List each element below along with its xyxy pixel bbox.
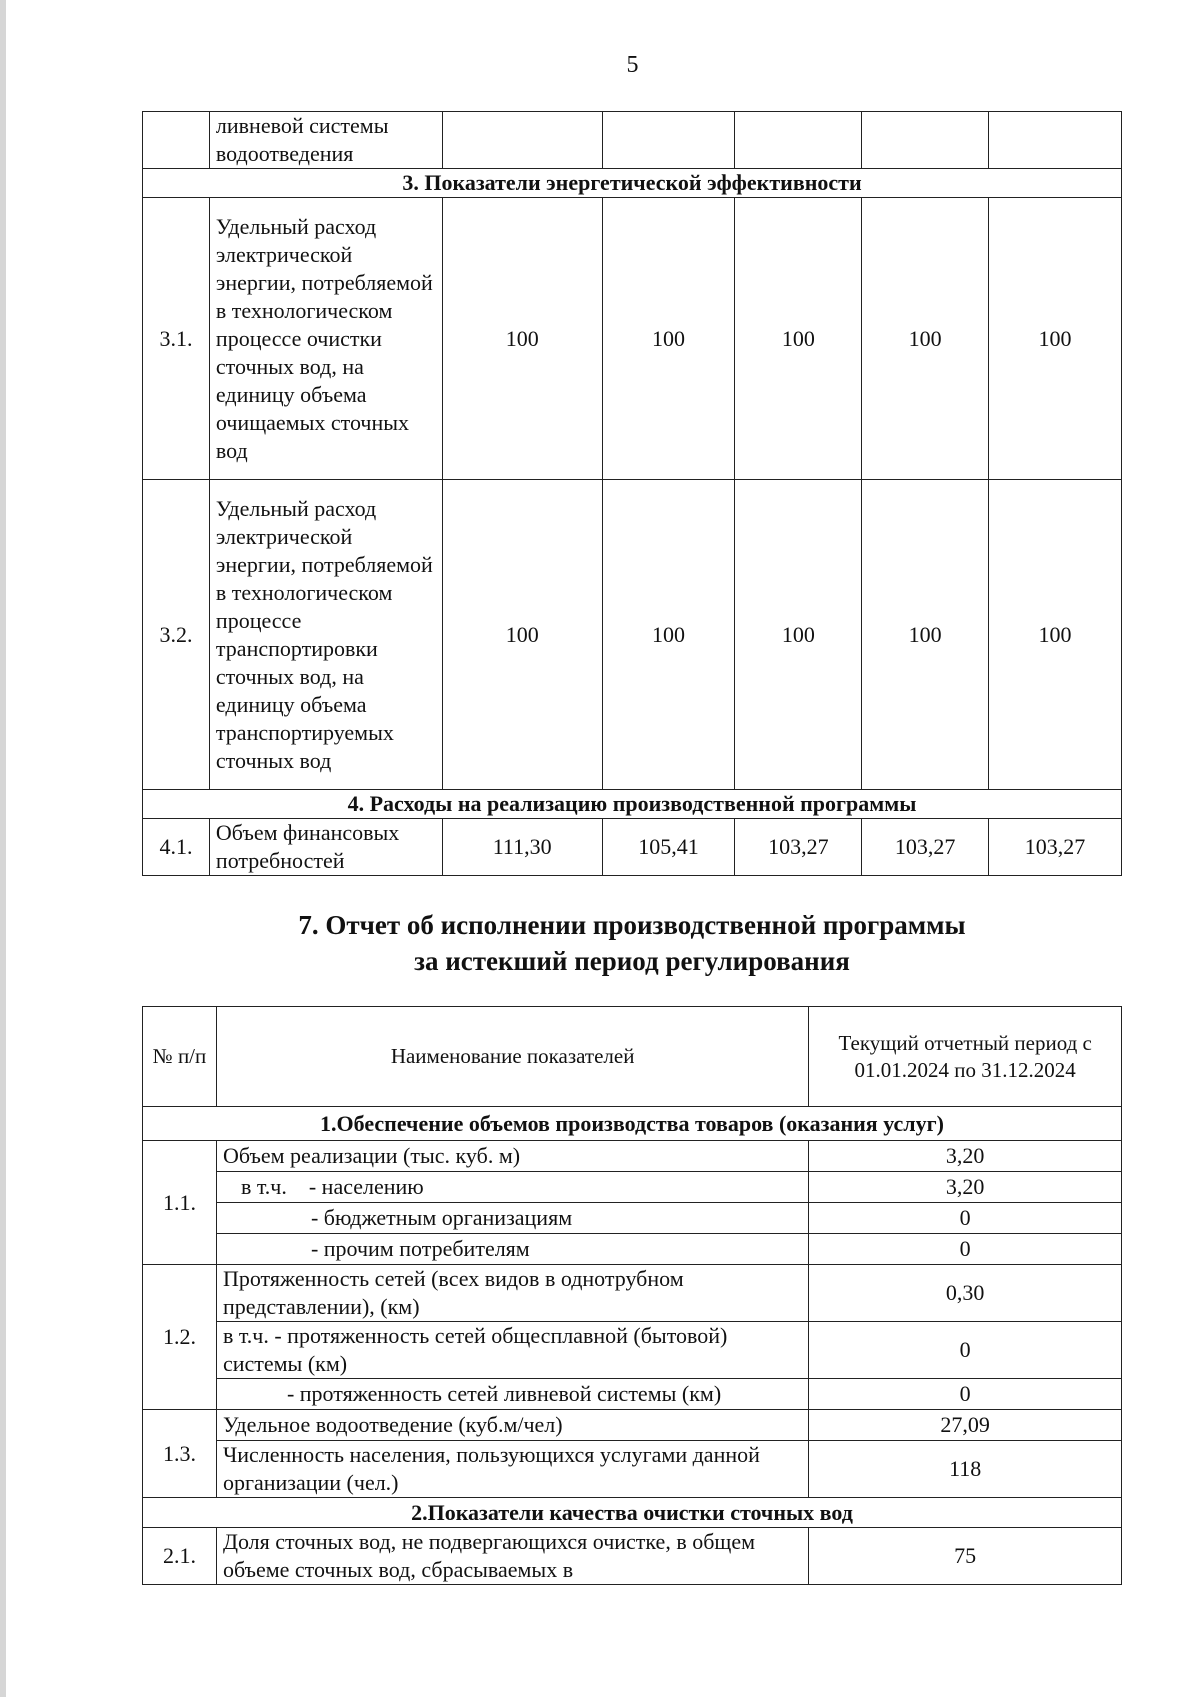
value-cell: 100: [735, 480, 862, 790]
value-cell: 0: [809, 1322, 1122, 1379]
report-table: [142, 1006, 1122, 1585]
indicator-name: - бюджетным организациям: [216, 1203, 808, 1234]
table-row: [143, 1410, 1122, 1441]
value-cell: 0: [809, 1234, 1122, 1265]
value-cell: 0,30: [809, 1265, 1122, 1322]
row-number: 3.1.: [143, 198, 210, 480]
value-cell: 103,27: [862, 819, 989, 876]
value-cell: 100: [602, 480, 735, 790]
value-cell: [602, 112, 735, 169]
table-row: [143, 1234, 1122, 1265]
section-row: [143, 1498, 1122, 1528]
value-cell: 75: [809, 1528, 1122, 1585]
row-number: 1.1.: [143, 1141, 217, 1265]
value-cell: 105,41: [602, 819, 735, 876]
indicator-name: Удельный расход электрической энергии, потребляемой в технологическом процессе транспортировки сточных вод, на единицу объема транспортируемых сточных вод: [209, 480, 442, 790]
table-row: [143, 1441, 1122, 1498]
value-cell: 100: [442, 198, 602, 480]
row-number: 1.2.: [143, 1265, 217, 1410]
indicator-name: - протяженность сетей ливневой системы (км): [216, 1379, 808, 1410]
value-cell: 100: [735, 198, 862, 480]
header-indicator: Наименование показателей: [216, 1007, 808, 1107]
value-cell: 103,27: [989, 819, 1122, 876]
section-heading: 3. Показатели энергетической эффективности: [143, 169, 1122, 198]
value-cell: 103,27: [735, 819, 862, 876]
report-title-line-1: 7. Отчет об исполнении производственной программы: [298, 910, 966, 940]
table-row: [143, 1528, 1122, 1585]
value-cell: 0: [809, 1203, 1122, 1234]
table-row: [143, 819, 1122, 876]
value-cell: 100: [989, 198, 1122, 480]
table-row: [143, 1265, 1122, 1322]
value-cell: [989, 112, 1122, 169]
table-row: [143, 198, 1122, 480]
header-period: Текущий отчетный период с 01.01.2024 по 31.12.2024: [809, 1007, 1122, 1107]
indicator-name: - прочим потребителям: [216, 1234, 808, 1265]
value-cell: 100: [442, 480, 602, 790]
indicator-name: Объем финансовых потребностей: [209, 819, 442, 876]
section-heading: 2.Показатели качества очистки сточных вод: [143, 1498, 1122, 1528]
value-cell: 0: [809, 1379, 1122, 1410]
row-number: [143, 112, 210, 169]
indicator-name: в т.ч. - протяженность сетей общесплавной (бытовой) системы (км): [216, 1322, 808, 1379]
section-heading: 1.Обеспечение объемов производства товаров (оказания услуг): [143, 1107, 1122, 1141]
row-number: 4.1.: [143, 819, 210, 876]
table-row: [143, 1203, 1122, 1234]
value-cell: [442, 112, 602, 169]
value-cell: 100: [862, 198, 989, 480]
table-row: [143, 1141, 1122, 1172]
value-cell: 3,20: [809, 1172, 1122, 1203]
section-row: [143, 169, 1122, 198]
table-row: [143, 1172, 1122, 1203]
indicator-name: в т.ч. - населению: [216, 1172, 808, 1203]
row-number: 2.1.: [143, 1528, 217, 1585]
indicators-table: [142, 111, 1122, 876]
value-cell: 118: [809, 1441, 1122, 1498]
value-cell: 27,09: [809, 1410, 1122, 1441]
value-cell: 100: [602, 198, 735, 480]
value-cell: [862, 112, 989, 169]
table-row: [143, 1379, 1122, 1410]
value-cell: 3,20: [809, 1141, 1122, 1172]
section-row: [143, 1107, 1122, 1141]
value-cell: 111,30: [442, 819, 602, 876]
value-cell: 100: [862, 480, 989, 790]
table-row: [143, 480, 1122, 790]
indicator-name: Удельное водоотведение (куб.м/чел): [216, 1410, 808, 1441]
indicator-name: ливневой системы водоотведения: [209, 112, 442, 169]
row-number: 1.3.: [143, 1410, 217, 1498]
page-number: 5: [626, 52, 639, 78]
section-heading: 4. Расходы на реализацию производственной программы: [143, 790, 1122, 819]
indicator-name: Удельный расход электрической энергии, потребляемой в технологическом процессе очистки сточных вод, на единицу объема очищаемых сточных вод: [209, 198, 442, 480]
scan-edge: [0, 0, 6, 1697]
row-number: 3.2.: [143, 480, 210, 790]
table-row: [143, 112, 1122, 169]
indicator-name: Доля сточных вод, не подвергающихся очистке, в общем объеме сточных вод, сбрасываемых в: [216, 1528, 808, 1585]
table-row: [143, 1322, 1122, 1379]
header-row: [143, 1007, 1122, 1107]
section-row: [143, 790, 1122, 819]
indicator-name: Численность населения, пользующихся услугами данной организации (чел.): [216, 1441, 808, 1498]
indicator-name: Протяженность сетей (всех видов в однотрубном представлении), (км): [216, 1265, 808, 1322]
report-title-line-2: за истекший период регулирования: [414, 946, 850, 976]
report-title: [142, 907, 1122, 979]
value-cell: 100: [989, 480, 1122, 790]
value-cell: [735, 112, 862, 169]
indicator-name: Объем реализации (тыс. куб. м): [216, 1141, 808, 1172]
header-number: № п/п: [143, 1007, 217, 1107]
